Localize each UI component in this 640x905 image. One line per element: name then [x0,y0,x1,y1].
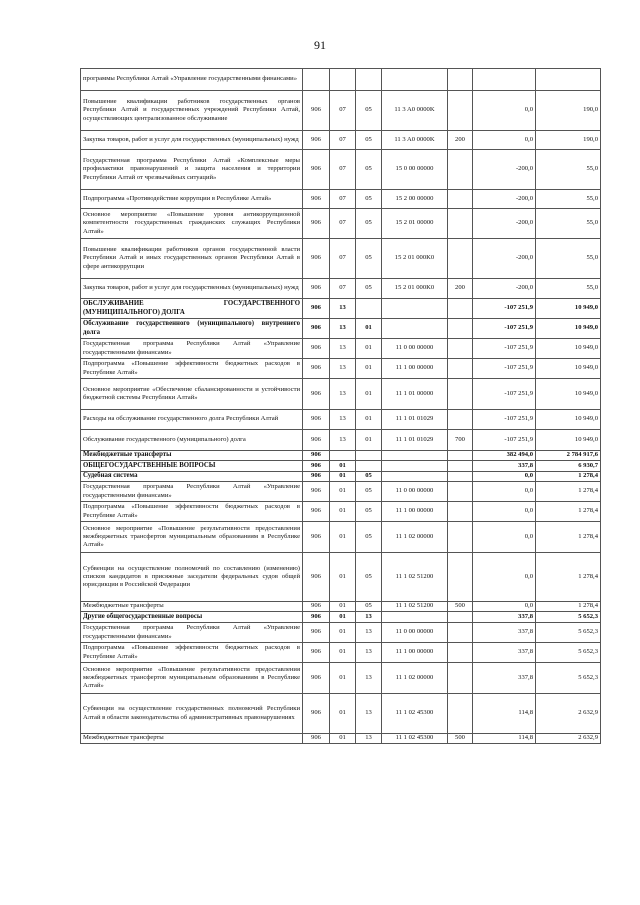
row-target-article: 11 0 00 00000 [382,623,448,643]
row-expense-type [448,623,473,643]
row-target-article: 11 0 00 00000 [382,482,448,502]
row-name: Подпрограмма «Повышение эффективности бюджетных расходов в Республике Алтай» [81,643,303,663]
row-name: Субвенции на осуществление государственных полномочий Республики Алтай в области законодательства об административных правонарушениях [81,694,303,734]
table-row [81,239,601,279]
row-expense-type [448,461,473,472]
row-section-code: 01 [330,663,356,694]
row-expense-type [448,239,473,279]
row-section-code: 01 [330,522,356,553]
table-row [81,209,601,239]
row-change-amount: 114,8 [473,734,536,744]
row-section-code: 01 [330,612,356,623]
row-name: Основное мероприятие «Повышение уровня антикоррупционной компетентности государственных гражданских служащих Республики Алтай» [81,209,303,239]
row-target-article: 11 1 02 45300 [382,734,448,744]
row-expense-type [448,339,473,359]
row-target-article: 11 1 02 00000 [382,663,448,694]
row-admin-code [303,69,330,91]
row-expense-type [448,299,473,319]
row-total-amount: 190,0 [536,131,601,150]
row-admin-code: 906 [303,150,330,190]
row-subsection-code: 05 [356,553,382,602]
table-row [81,472,601,482]
row-admin-code: 906 [303,91,330,131]
row-subsection-code: 05 [356,190,382,209]
row-total-amount: 2 632,9 [536,694,601,734]
row-target-article: 11 1 01 00000 [382,379,448,410]
row-subsection-code: 01 [356,339,382,359]
row-section-code: 07 [330,209,356,239]
row-total-amount: 5 652,3 [536,612,601,623]
row-target-article: 11 1 00 00000 [382,359,448,379]
row-target-article [382,319,448,339]
row-change-amount: -107 251,9 [473,299,536,319]
row-change-amount: -200,0 [473,150,536,190]
row-name: Другие общегосударственные вопросы [81,612,303,623]
row-name: программы Республики Алтай «Управление государственными финансами» [81,69,303,91]
row-name: Обслуживание государственного (муниципального) долга [81,430,303,451]
table-row [81,643,601,663]
row-admin-code: 906 [303,131,330,150]
row-target-article: 15 2 01 00000 [382,209,448,239]
table-row [81,522,601,553]
row-section-code: 07 [330,131,356,150]
row-expense-type: 700 [448,430,473,451]
table-row [81,150,601,190]
row-admin-code: 906 [303,451,330,461]
table-row [81,359,601,379]
row-section-code: 13 [330,430,356,451]
row-expense-type [448,522,473,553]
row-admin-code: 906 [303,643,330,663]
row-target-article: 11 1 02 51200 [382,553,448,602]
row-admin-code: 906 [303,522,330,553]
row-target-article: 11 3 A0 0000K [382,91,448,131]
row-admin-code: 906 [303,190,330,209]
row-name: Закупка товаров, работ и услуг для государственных (муниципальных) нужд [81,279,303,299]
row-total-amount: 2 632,9 [536,734,601,744]
row-admin-code: 906 [303,472,330,482]
row-expense-type [448,643,473,663]
row-expense-type [448,451,473,461]
row-section-code: 01 [330,602,356,612]
row-change-amount: -200,0 [473,209,536,239]
row-subsection-code: 05 [356,209,382,239]
row-target-article [382,451,448,461]
row-admin-code: 906 [303,502,330,522]
row-subsection-code: 13 [356,612,382,623]
row-name: Государственная программа Республики Алтай «Управление государственными финансами» [81,339,303,359]
row-subsection-code: 01 [356,359,382,379]
row-total-amount [536,69,601,91]
row-admin-code: 906 [303,279,330,299]
row-expense-type [448,319,473,339]
row-expense-type [448,663,473,694]
row-target-article: 15 2 01 000K0 [382,239,448,279]
row-section-code: 07 [330,91,356,131]
table-row [81,602,601,612]
row-total-amount: 1 278,4 [536,472,601,482]
row-admin-code: 906 [303,663,330,694]
row-subsection-code: 01 [356,410,382,430]
row-expense-type [448,553,473,602]
row-subsection-code: 05 [356,472,382,482]
row-name: Основное мероприятие «Повышение результативности предоставления межбюджетных трансфертов муниципальным образованиям в Республике Алтай» [81,663,303,694]
row-expense-type: 200 [448,131,473,150]
row-section-code: 13 [330,299,356,319]
row-total-amount: 1 278,4 [536,502,601,522]
row-total-amount: 10 949,0 [536,299,601,319]
row-subsection-code: 05 [356,131,382,150]
table-row [81,69,601,91]
row-expense-type: 200 [448,279,473,299]
row-name: ОБСЛУЖИВАНИЕ ГОСУДАРСТВЕННОГО (МУНИЦИПАЛЬНОГО) ДОЛГА [81,299,303,319]
row-section-code: 01 [330,734,356,744]
row-total-amount: 5 652,3 [536,663,601,694]
table-row [81,91,601,131]
row-total-amount: 1 278,4 [536,553,601,602]
row-name: ОБЩЕГОСУДАРСТВЕННЫЕ ВОПРОСЫ [81,461,303,472]
row-change-amount: 337,8 [473,461,536,472]
row-section-code: 01 [330,482,356,502]
row-expense-type [448,91,473,131]
row-total-amount: 1 278,4 [536,522,601,553]
row-admin-code: 906 [303,239,330,279]
row-subsection-code: 05 [356,279,382,299]
row-expense-type [448,209,473,239]
row-change-amount: 0,0 [473,91,536,131]
row-section-code: 01 [330,461,356,472]
row-subsection-code: 05 [356,602,382,612]
row-subsection-code [356,451,382,461]
row-expense-type [448,502,473,522]
row-section-code: 07 [330,150,356,190]
table-body [81,69,601,744]
row-change-amount: 114,8 [473,694,536,734]
row-name: Межбюджетные трансферты [81,451,303,461]
row-section-code: 13 [330,339,356,359]
row-name: Расходы на обслуживание государственного долга Республики Алтай [81,410,303,430]
row-total-amount: 2 784 917,6 [536,451,601,461]
row-section-code: 13 [330,410,356,430]
row-subsection-code [356,461,382,472]
row-change-amount: 337,8 [473,612,536,623]
row-target-article: 11 1 01 01029 [382,410,448,430]
row-subsection-code: 05 [356,239,382,279]
row-expense-type [448,150,473,190]
row-name: Обслуживание государственного (муниципального) внутреннего долга [81,319,303,339]
row-target-article: 11 1 02 00000 [382,522,448,553]
row-change-amount: -107 251,9 [473,359,536,379]
row-subsection-code: 05 [356,482,382,502]
row-admin-code: 906 [303,553,330,602]
row-change-amount: 0,0 [473,502,536,522]
row-change-amount: 337,8 [473,623,536,643]
table-row [81,734,601,744]
row-subsection-code: 01 [356,319,382,339]
row-admin-code: 906 [303,612,330,623]
row-total-amount: 1 278,4 [536,482,601,502]
row-target-article [382,299,448,319]
table-row [81,694,601,734]
row-target-article: 15 2 01 000K0 [382,279,448,299]
row-admin-code: 906 [303,461,330,472]
row-change-amount: 337,8 [473,643,536,663]
row-expense-type [448,482,473,502]
table-row [81,623,601,643]
table-row [81,461,601,472]
row-change-amount: -107 251,9 [473,379,536,410]
row-name: Основное мероприятие «Обеспечение сбалансированности и устойчивости бюджетной системы Республики Алтай» [81,379,303,410]
row-change-amount: -200,0 [473,279,536,299]
row-total-amount: 55,0 [536,190,601,209]
table-row [81,482,601,502]
row-expense-type [448,379,473,410]
row-section-code: 01 [330,502,356,522]
table-row [81,279,601,299]
row-section-code [330,451,356,461]
row-section-code: 01 [330,623,356,643]
table-row [81,131,601,150]
row-total-amount: 55,0 [536,239,601,279]
row-section-code: 07 [330,190,356,209]
row-target-article: 11 1 00 00000 [382,502,448,522]
row-subsection-code: 01 [356,379,382,410]
row-total-amount: 55,0 [536,209,601,239]
row-total-amount: 10 949,0 [536,359,601,379]
row-section-code: 01 [330,553,356,602]
row-name: Основное мероприятие «Повышение результативности предоставления межбюджетных трансфертов муниципальным образованиям в Республике Алтай» [81,522,303,553]
row-section-code: 13 [330,379,356,410]
row-admin-code: 906 [303,694,330,734]
row-subsection-code: 05 [356,522,382,553]
row-admin-code: 906 [303,359,330,379]
row-section-code: 13 [330,319,356,339]
row-subsection-code: 05 [356,502,382,522]
row-expense-type: 500 [448,602,473,612]
row-change-amount: 0,0 [473,131,536,150]
row-section-code: 01 [330,472,356,482]
row-total-amount: 5 652,3 [536,643,601,663]
row-admin-code: 906 [303,623,330,643]
table-row [81,319,601,339]
row-target-article: 15 2 00 00000 [382,190,448,209]
row-admin-code: 906 [303,734,330,744]
row-change-amount [473,69,536,91]
row-section-code: 07 [330,279,356,299]
row-subsection-code: 13 [356,663,382,694]
row-expense-type [448,190,473,209]
row-target-article: 11 1 02 45300 [382,694,448,734]
row-name: Подпрограмма «Повышение эффективности бюджетных расходов в Республике Алтай» [81,359,303,379]
row-change-amount: -107 251,9 [473,410,536,430]
row-admin-code: 906 [303,379,330,410]
page-number: 91 [314,38,326,52]
row-admin-code: 906 [303,602,330,612]
row-subsection-code: 13 [356,643,382,663]
row-total-amount: 10 949,0 [536,379,601,410]
table-row [81,553,601,602]
row-change-amount: -107 251,9 [473,339,536,359]
table-row [81,379,601,410]
row-subsection-code [356,69,382,91]
row-target-article: 11 1 00 00000 [382,643,448,663]
row-admin-code: 906 [303,339,330,359]
row-target-article: 15 0 00 00000 [382,150,448,190]
row-total-amount: 10 949,0 [536,319,601,339]
row-change-amount: 337,8 [473,663,536,694]
row-change-amount: 382 494,0 [473,451,536,461]
row-section-code: 07 [330,239,356,279]
row-subsection-code: 05 [356,150,382,190]
row-change-amount: -107 251,9 [473,430,536,451]
row-name: Повышение квалификации работников органов государственной власти Республики Алтай и иных государственных органов Республики Алтай в сфере антикоррупции [81,239,303,279]
row-total-amount: 10 949,0 [536,339,601,359]
row-total-amount: 55,0 [536,150,601,190]
row-section-code [330,69,356,91]
row-target-article [382,612,448,623]
row-name: Субвенции на осуществление полномочий по составлению (изменению) списков кандидатов в присяжные заседатели федеральных судов общей юрисдикции в Российской Федерации [81,553,303,602]
table-row [81,430,601,451]
row-name: Государственная программа Республики Алтай «Управление государственными финансами» [81,623,303,643]
row-target-article [382,69,448,91]
row-expense-type [448,410,473,430]
table-row [81,190,601,209]
row-subsection-code: 13 [356,623,382,643]
row-target-article: 11 1 02 51200 [382,602,448,612]
row-total-amount: 1 278,4 [536,602,601,612]
table-row [81,339,601,359]
row-total-amount: 55,0 [536,279,601,299]
row-name: Государственная программа Республики Алтай «Комплексные меры профилактики правонарушений и защита населения и территории Республики Алтай от чрезвычайных ситуаций» [81,150,303,190]
row-change-amount: 0,0 [473,482,536,502]
row-expense-type [448,472,473,482]
row-name: Повышение квалификации работников государственных органов Республики Алтай и государственных учреждений Республики Алтай, осуществляющих централизованное обслуживание [81,91,303,131]
row-expense-type [448,694,473,734]
row-subsection-code: 13 [356,734,382,744]
row-admin-code: 906 [303,410,330,430]
table-row [81,663,601,694]
row-subsection-code: 05 [356,91,382,131]
row-change-amount: 0,0 [473,602,536,612]
row-name: Судебная система [81,472,303,482]
row-subsection-code [356,299,382,319]
row-name: Межбюджетные трансферты [81,602,303,612]
table-row [81,299,601,319]
row-admin-code: 906 [303,319,330,339]
row-target-article: 11 3 A0 0000K [382,131,448,150]
row-expense-type: 500 [448,734,473,744]
row-admin-code: 906 [303,482,330,502]
row-name: Подпрограмма «Противодействие коррупции в Республике Алтай» [81,190,303,209]
row-expense-type [448,69,473,91]
table-row [81,502,601,522]
row-admin-code: 906 [303,209,330,239]
row-subsection-code: 01 [356,430,382,451]
row-name: Государственная программа Республики Алтай «Управление государственными финансами» [81,482,303,502]
row-admin-code: 906 [303,299,330,319]
row-name: Подпрограмма «Повышение эффективности бюджетных расходов в Республике Алтай» [81,502,303,522]
row-total-amount: 10 949,0 [536,410,601,430]
row-total-amount: 10 949,0 [536,430,601,451]
row-total-amount: 190,0 [536,91,601,131]
row-change-amount: 0,0 [473,472,536,482]
row-name: Закупка товаров, работ и услуг для государственных (муниципальных) нужд [81,131,303,150]
row-name: Межбюджетные трансферты [81,734,303,744]
row-target-article: 11 0 00 00000 [382,339,448,359]
budget-table [80,68,601,744]
row-target-article [382,472,448,482]
row-expense-type [448,612,473,623]
row-subsection-code: 13 [356,694,382,734]
row-expense-type [448,359,473,379]
row-section-code: 01 [330,694,356,734]
row-total-amount: 5 652,3 [536,623,601,643]
table-row [81,451,601,461]
row-change-amount: 0,0 [473,553,536,602]
row-section-code: 13 [330,359,356,379]
row-target-article [382,461,448,472]
row-change-amount: -200,0 [473,239,536,279]
row-total-amount: 6 930,7 [536,461,601,472]
row-change-amount: -107 251,9 [473,319,536,339]
table-row [81,410,601,430]
row-target-article: 11 1 01 01029 [382,430,448,451]
row-section-code: 01 [330,643,356,663]
table-row [81,612,601,623]
row-change-amount: -200,0 [473,190,536,209]
row-change-amount: 0,0 [473,522,536,553]
row-admin-code: 906 [303,430,330,451]
